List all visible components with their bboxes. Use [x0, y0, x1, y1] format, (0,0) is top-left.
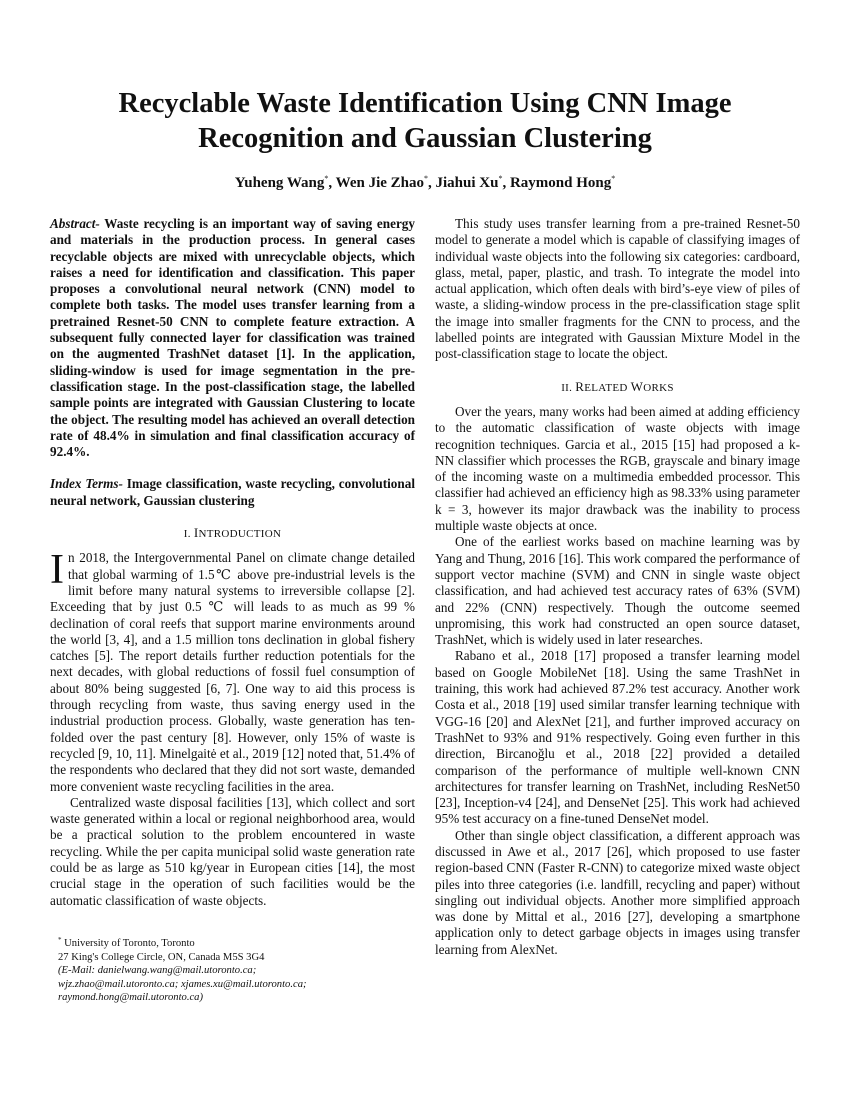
author-name: Yuheng Wang	[234, 175, 325, 191]
section-title-rest: ORKS	[643, 381, 674, 394]
author-name: Wen Jie Zhao	[335, 175, 424, 191]
drop-cap: I	[50, 547, 64, 594]
footnote-email-line-3: raymond.hong@mail.utoronto.ca)	[58, 992, 204, 1004]
author-name: Jiahui Xu	[435, 175, 499, 191]
section-title-rest: NTRODUCTION	[198, 528, 282, 541]
footnote-affiliation-text: University of Toronto, Toronto	[64, 938, 195, 949]
title-line-1: Recyclable Waste Identification Using CNN Image	[118, 88, 732, 119]
abstract-lead: Abstract-	[50, 216, 100, 231]
related-works-paragraph-2: One of the earliest works based on machine learning was by Yang and Thung, 2016 [16]. This work compared the performance of support vector machine (SVM) and CNN in single waste object classification, and had achieved test accuracy rates of 63% (SVM) and 22% (CNN) respectively. Though the outcome seemed unpromising, this work had constructed an open source dataset, TrashNet, which is widely used in later researches.	[435, 534, 800, 648]
section-title-rest: ELATED	[584, 381, 631, 394]
section-number: II.	[561, 381, 573, 394]
author-mark: *	[611, 174, 616, 183]
paper-title	[60, 86, 790, 156]
author-mark: *	[424, 174, 428, 183]
section-title-capital: R	[575, 378, 585, 394]
footnote-affiliation	[58, 934, 398, 951]
index-terms-lead: Index Terms-	[50, 476, 123, 492]
section-heading-related-works	[435, 379, 800, 396]
intro-paragraph-1	[50, 547, 415, 794]
author-separator: ,	[428, 175, 436, 191]
author-separator: ,	[328, 175, 336, 191]
intro-paragraph-1-text: n 2018, the Intergovernmental Panel on climate change detailed that global warming of 1.5℃ above pre-industrial levels is the limit before many natural systems to irreversible collapse [2]. Exceeding that by just 0.5 ℃ will leads to as much as 99 % declination of coral reefs that support marine environments around the world [3, 4], and a 1.5 million tons declination in global fishery catches [5]. The report details further reduction potentials for the next decades, with global reductions of fossil fuel consumption of about 80% being suggested [6, 7]. One way to aid this process is through recycling from waste, thus saving energy used in the industrial production process. Globally, waste generation has ten-folded over the past century [8]. However, only 15% of waste is recycled [9, 10, 11]. Minelgaitė et al., 2019 [12] noted that, 51.4% of the respondents who declared that they did not sort waste, demanded more convenient waste recycling facilities in the area.	[50, 550, 415, 794]
intro-paragraph-3: This study uses transfer learning from a pre-trained Resnet-50 model to generate a model which is capable of classifying images of individual waste objects into the following six categories: cardboard, glass, metal, paper, plastic, and trash. To integrate the model into actual application, which often deals with bird’s-eye view of piles of waste, a sliding-window process in the pre-classification stage split the image into smaller fragments for the CNN to process, and the labelled points are integrated with Gaussian Mixture Model in the post-classification stage to locate the object.	[435, 216, 800, 362]
related-works-paragraph-1: Over the years, many works had been aimed at adding efficiency to the automatic classification of waste objects with image recognition techniques. Garcia et al., 2015 [15] had proposed a k-NN classifier which processes the RGB, grayscale and binary image of the incoming waste on a multimedia embedded processor. This classifier had achieved an efficiency high as 98.33% using parameter k = 3, however its major drawback was the inability to process multiple waste objects at once.	[435, 403, 800, 534]
intro-paragraph-2: Centralized waste disposal facilities [13], which collect and sort waste generated within a local or regional neighborhood area, would be a practical solution to the problem encountered in waste recycling. While the per capita municipal solid waste generation rate could be as large as 510 kg/year in European cities [14], the most crucial stage in the operation of such facilities would be the automatic classification of waste objects.	[50, 794, 415, 908]
abstract	[50, 216, 415, 460]
footnote-mark: *	[58, 936, 62, 944]
title-line-2: Recognition and Gaussian Clustering	[198, 123, 652, 154]
section-number: I.	[183, 528, 191, 541]
section-title-capital: W	[630, 378, 644, 394]
footnote-email-line-1: (E-Mail: danielwang.wang@mail.utoronto.ca;	[58, 965, 257, 977]
abstract-text: Waste recycling is an important way of saving energy and materials in the production process. In general cases recyclable objects are mixed with unrecyclable objects, which raises a need for identification and classification. This paper proposes a convolutional neural network (CNN) model to complete both tasks. The model uses transfer learning from a pretrained Resnet-50 CNN to complete feature extraction. A subsequent fully connected layer for classification was trained on the augmented TrashNet dataset [1]. In the application, sliding-window is used for image segmentation in the pre-classification stage. In the post-classification stage, the labelled sample points are integrated with Gaussian Clustering to locate the object. The resulting model has achieved an overall detection rate of 48.4% in simulation and final classification accuracy of 92.4%.	[50, 216, 415, 460]
right-column	[435, 216, 800, 958]
author-list	[60, 174, 790, 192]
author-mark: *	[498, 174, 503, 183]
author-name: Raymond Hong	[509, 175, 612, 191]
section-title-capital: I	[193, 525, 199, 541]
left-column	[50, 216, 415, 909]
related-works-paragraph-3: Rabano et al., 2018 [17] proposed a transfer learning model based on Google MobileNet [18]. Using the same TrashNet in training, this work had achieved 87.2% test accuracy. Another work Costa et al., 2018 [19] used similar transfer learning technique with VGG-16 [20] and AlexNet [21], and further improved accuracy on TrashNet to 93% and 91% respectively. Going even further in this direction, Bircanoğlu et al., 2018 [22] provided a detailed comparison of the performance of multiple well-known CNN architectures for transfer learning on TrashNet, including ResNet50 [23], Inception-v4 [24], and DenseNet [25]. This work had achieved 95% test accuracy on a fine-tuned DenseNet model.	[435, 648, 800, 827]
index-terms	[50, 476, 415, 509]
footnote-address: 27 King's College Circle, ON, Canada M5S 3G4	[58, 951, 265, 963]
author-mark: *	[324, 174, 329, 183]
affiliation-footnote	[58, 934, 398, 1005]
index-terms-text: Image classification, waste recycling, convolutional neural network, Gaussian clustering	[50, 476, 415, 508]
section-heading-introduction	[50, 525, 415, 542]
related-works-paragraph-4: Other than single object classification, a different approach was discussed in Awe et al., 2017 [26], which proposed to use faster region-based CNN (Faster R-CNN) to categorize mixed waste object piles into three categories (i.e. landfill, recycling and paper) without singling out individual objects. Another more simplified approach was done by Mittal et al., 2016 [27], developing a smartphone application only to detect garbage objects in images using transfer learning from AlexNet.	[435, 827, 800, 957]
author-separator: ,	[502, 175, 510, 191]
footnote-email-line-2: wjz.zhao@mail.utoronto.ca; xjames.xu@mail.utoronto.ca;	[58, 978, 307, 990]
